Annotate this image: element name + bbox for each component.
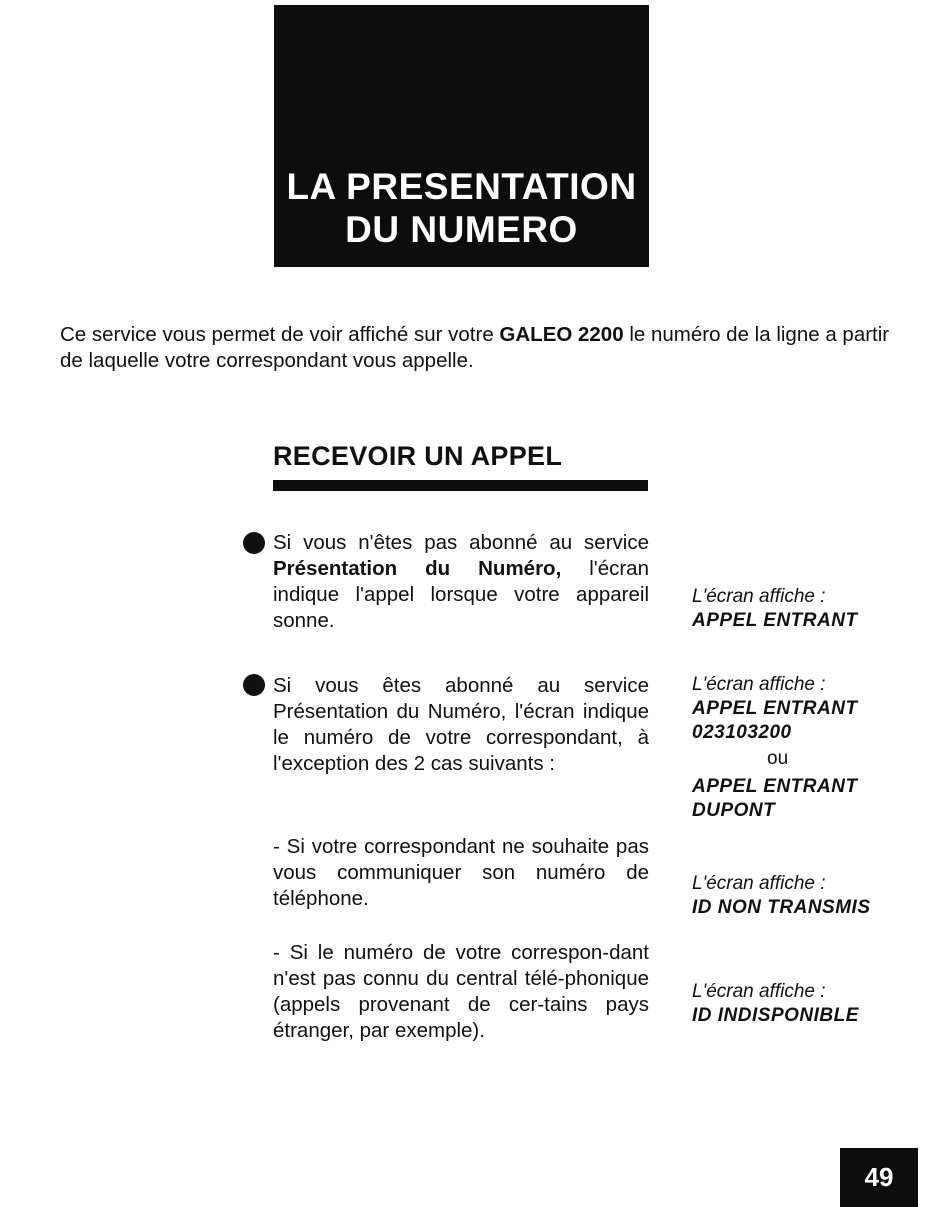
section-divider (273, 480, 648, 491)
screen-value-line-2: 023103200 (692, 722, 792, 743)
screen-label: L'écran affiche : (692, 873, 826, 894)
item-paragraph-1 (273, 530, 649, 634)
screen-label: L'écran affiche : (692, 586, 826, 607)
screen-display-3 (692, 872, 871, 920)
screen-label: L'écran affiche : (692, 981, 826, 1002)
screen-value-line-1: APPEL ENTRANT (692, 698, 858, 719)
item-paragraph-2: Si vous êtes abonné au service Présentation du Numéro, l'écran indique le numéro de votre correspondant, à l'exception des 2 cas suivants : (273, 674, 649, 775)
item-1-text-after: l'écran indique l'appel lorsque votre appareil sonne. (273, 557, 649, 632)
intro-paragraph (60, 322, 890, 374)
intro-text-after: le numéro de la ligne a partir de laquelle votre correspondant vous appelle. (60, 323, 890, 372)
screen-display-4 (692, 980, 859, 1028)
screen-value: ID INDISPONIBLE (692, 1005, 859, 1026)
screen-or: ou (767, 748, 789, 769)
item-1-bold: Présentation du Numéro, (273, 557, 562, 580)
item-1-text-before: Si vous n'êtes pas abonné au service (273, 531, 649, 554)
bullet-icon (243, 532, 265, 554)
screen-value: APPEL ENTRANT (692, 610, 858, 631)
screen-label: L'écran affiche : (692, 674, 826, 695)
chapter-title-line-1: LA PRESENTATION (286, 166, 637, 207)
chapter-title-line-2: DU NUMERO (345, 209, 578, 250)
screen-value-line-3: APPEL ENTRANT (692, 776, 858, 797)
chapter-title-box (274, 5, 649, 267)
intro-product-name: GALEO 2200 (499, 323, 624, 346)
bullet-icon (243, 674, 265, 696)
section-title: RECEVOIR UN APPEL (273, 441, 563, 471)
item-paragraph-3: - Si votre correspondant ne souhaite pas vous communiquer son numéro de téléphone. (273, 835, 649, 910)
item-paragraph-4: - Si le numéro de votre correspon-dant n'est pas connu du central télé-phonique (appels provenant de cer-tains pays étranger, par exemple). (273, 941, 649, 1042)
screen-display-1 (692, 585, 858, 633)
screen-value-line-4: DUPONT (692, 800, 776, 821)
screen-display-2 (692, 673, 858, 823)
page-number: 49 (840, 1148, 918, 1207)
screen-value: ID NON TRANSMIS (692, 897, 871, 918)
intro-text-before: Ce service vous permet de voir affiché sur votre (60, 323, 500, 346)
